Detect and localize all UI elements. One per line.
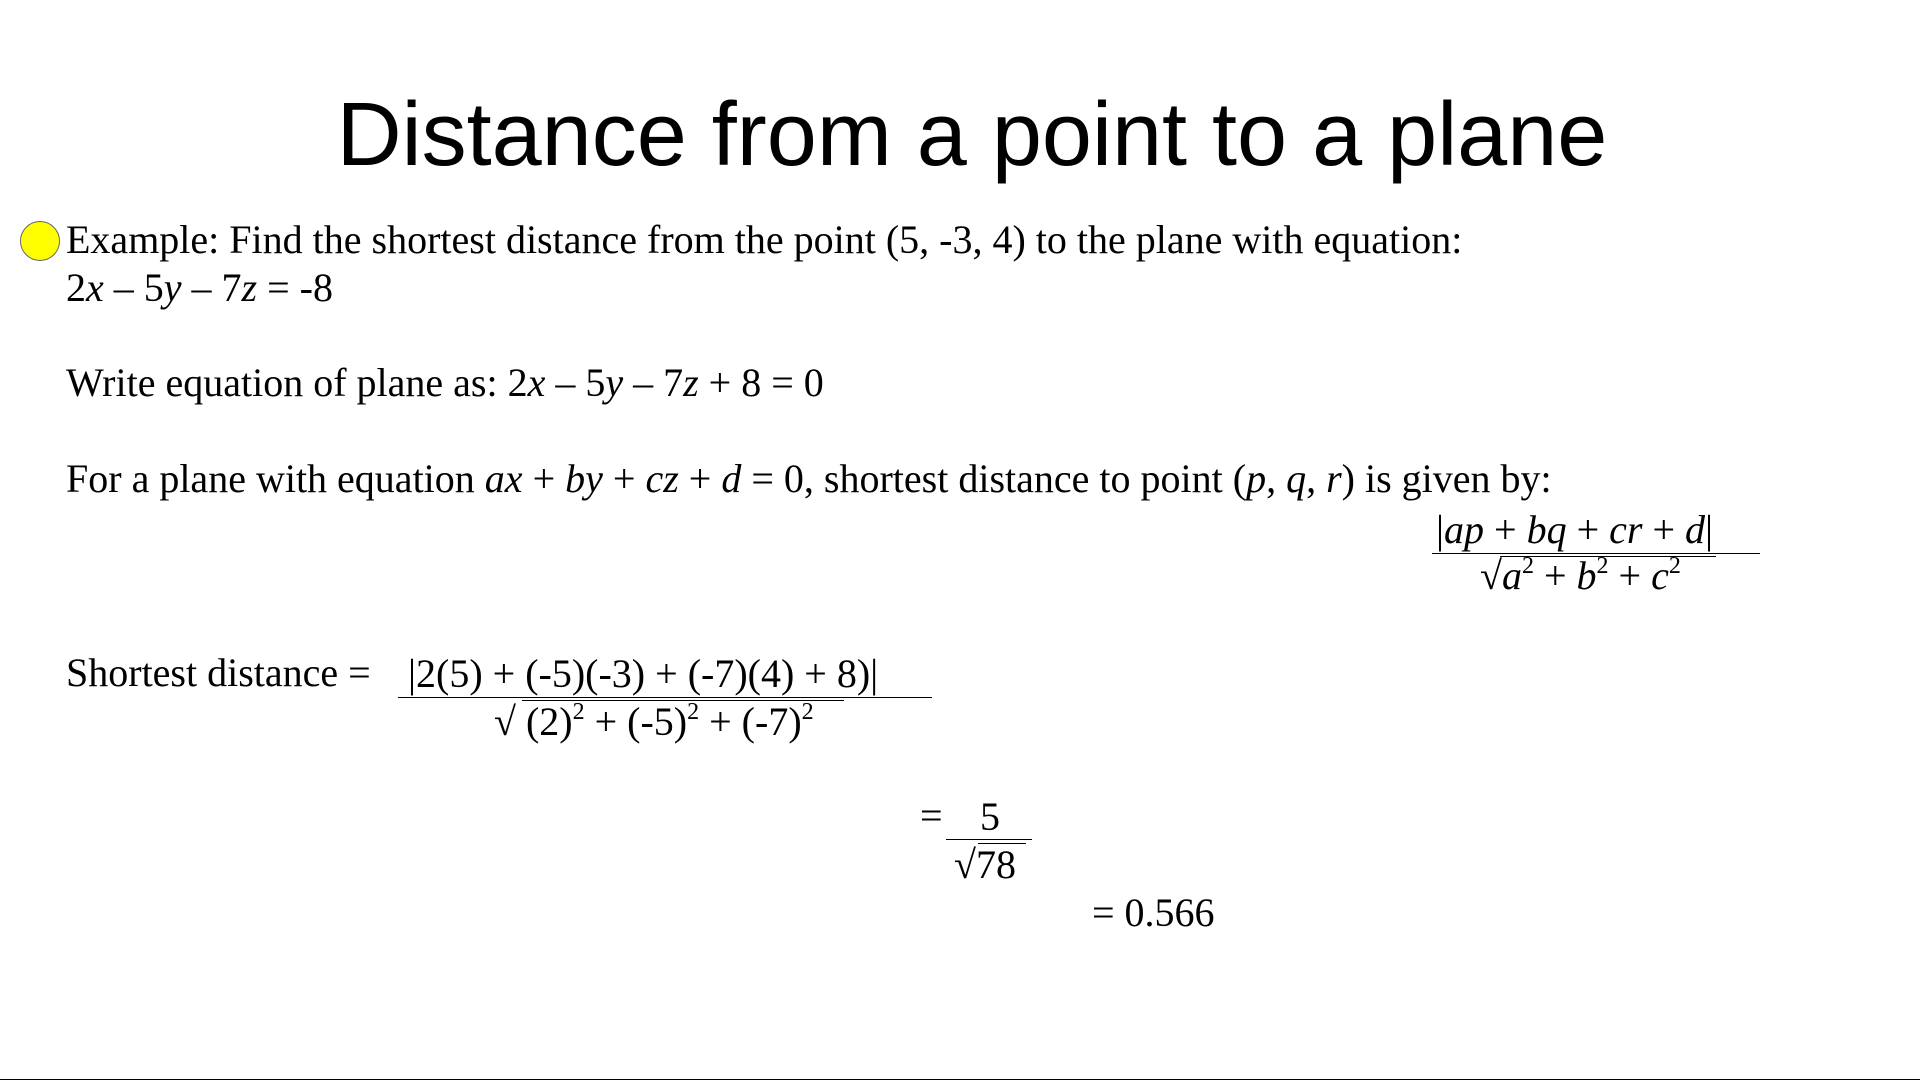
result-fraction-bar bbox=[946, 839, 1032, 840]
substitution-label: Shortest distance = bbox=[66, 650, 371, 695]
result-numerator: 5 bbox=[980, 794, 1000, 839]
formula-radical-bar bbox=[1500, 556, 1716, 557]
plane-equation: 2x – 5y – 7z = -8 bbox=[66, 265, 333, 310]
result-final-value: = 0.566 bbox=[1092, 890, 1215, 935]
general-formula-line: For a plane with equation ax + by + cz + d = 0, shortest distance to point (p, q, r) is given by: bbox=[66, 456, 1552, 501]
result-radical-bar bbox=[978, 843, 1026, 844]
substitution-radical-bar bbox=[522, 700, 844, 701]
substitution-denominator: √ $(2)^2 + (-5)^2 + (-7)^2$ bbox=[494, 699, 814, 744]
formula-denominator: $√a^2 + b^2 + c^2$ bbox=[1480, 553, 1681, 598]
slide-title: Distance from a point to a plane bbox=[336, 85, 1608, 185]
formula-numerator: |ap + bq + cr + d| bbox=[1436, 507, 1714, 552]
result-denominator: √78 bbox=[954, 842, 1016, 887]
example-line: Example: Find the shortest distance from the point (5, -3, 4) to the plane with equation: bbox=[66, 217, 1463, 262]
yellow-circle-marker bbox=[20, 221, 60, 261]
rewrite-line: Write equation of plane as: 2x – 5y – 7z + 8 = 0 bbox=[66, 360, 824, 405]
result-equals: = bbox=[920, 793, 943, 838]
substitution-fraction-bar bbox=[398, 697, 932, 698]
substitution-numerator: |2(5) + (-5)(-3) + (-7)(4) + 8)| bbox=[408, 651, 879, 696]
